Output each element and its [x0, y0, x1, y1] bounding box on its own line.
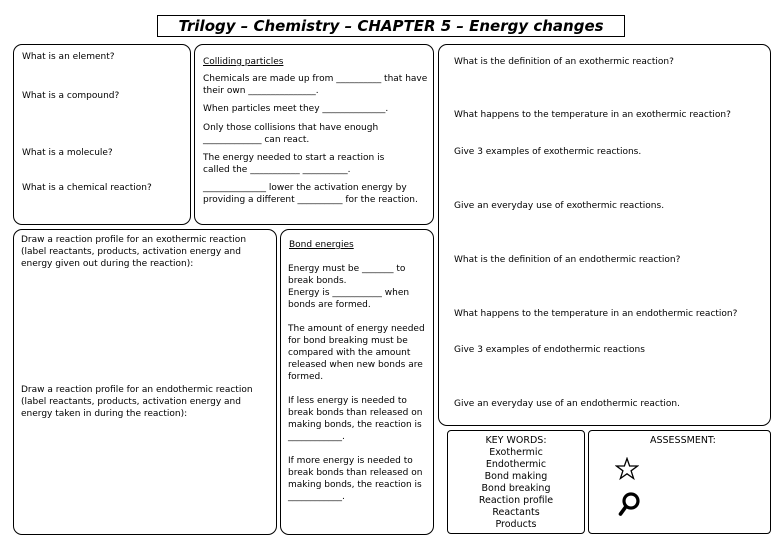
- key-words-heading: KEY WORDS:: [485, 435, 547, 446]
- bond-text-2: The amount of energy needed for bond breaking must be compared with the amount released when new bonds are formed.: [288, 324, 425, 382]
- assessment-heading: ASSESSMENT:: [650, 435, 716, 446]
- exothermic-examples-question: Give 3 examples of exothermic reactions.: [454, 147, 642, 157]
- element-question: What is an element?: [22, 52, 115, 62]
- endothermic-definition-question: What is the definition of an endothermic reaction?: [454, 255, 681, 265]
- exothermic-temperature-question: What happens to the temperature in an exothermic reaction?: [454, 110, 731, 120]
- compound-question: What is a compound?: [22, 91, 120, 101]
- colliding-text-3: Only those collisions that have enough _____________ can react.: [203, 123, 379, 145]
- star-icon: [615, 457, 639, 481]
- endothermic-examples-question: Give 3 examples of endothermic reactions: [454, 345, 645, 355]
- key-word-item: Reactants: [492, 507, 540, 518]
- colliding-text-5: ______________ lower the activation energy by providing a different __________ for the reaction.: [203, 183, 418, 205]
- colliding-text-1: Chemicals are made up from __________ that have their own _______________.: [203, 74, 428, 96]
- key-word-item: Endothermic: [485, 459, 547, 470]
- endothermic-use-question: Give an everyday use of an endothermic reaction.: [454, 399, 680, 409]
- colliding-text-2: When particles meet they ______________.: [203, 104, 389, 114]
- endothermic-temperature-question: What happens to the temperature in an endothermic reaction?: [454, 309, 738, 319]
- magnifier-icon: [618, 491, 642, 517]
- key-word-item: Products: [495, 519, 537, 530]
- bond-text-4: If more energy is needed to break bonds than released on making bonds, the reaction is ____________.: [288, 456, 423, 502]
- key-word-item: Bond making: [484, 471, 548, 482]
- colliding-text-4: The energy needed to start a reaction is called the ___________ __________.: [203, 153, 385, 175]
- chemical-reaction-question: What is a chemical reaction?: [22, 183, 152, 193]
- page-title: Trilogy – Chemistry – CHAPTER 5 – Energy changes: [157, 15, 625, 37]
- exothermic-definition-question: What is the definition of an exothermic reaction?: [454, 57, 674, 67]
- definitions-box: [13, 44, 191, 225]
- key-word-item: Exothermic: [489, 447, 543, 458]
- endothermic-profile-prompt: Draw a reaction profile for an endothermic reaction (label reactants, products, activation energy and energy taken in during the reaction):: [21, 385, 253, 419]
- questions-box: [438, 44, 771, 426]
- key-word-item: Reaction profile: [478, 495, 554, 506]
- bond-text-1: Energy must be _______ to break bonds. Energy is ___________ when bonds are formed.: [288, 264, 410, 310]
- colliding-particles-heading: Colliding particles: [203, 57, 284, 67]
- molecule-question: What is a molecule?: [22, 148, 113, 158]
- exothermic-profile-prompt: Draw a reaction profile for an exothermic reaction (label reactants, products, activation energy and energy given out during the reaction):: [21, 235, 247, 269]
- key-words-list: [447, 435, 585, 531]
- bond-energies-heading: Bond energies: [289, 240, 354, 250]
- key-word-item: Bond breaking: [481, 483, 551, 494]
- bond-text-3: If less energy is needed to break bonds than released on making bonds, the reaction is ____________.: [288, 396, 423, 442]
- reaction-profiles-box: [13, 229, 277, 535]
- exothermic-use-question: Give an everyday use of exothermic reactions.: [454, 201, 665, 211]
